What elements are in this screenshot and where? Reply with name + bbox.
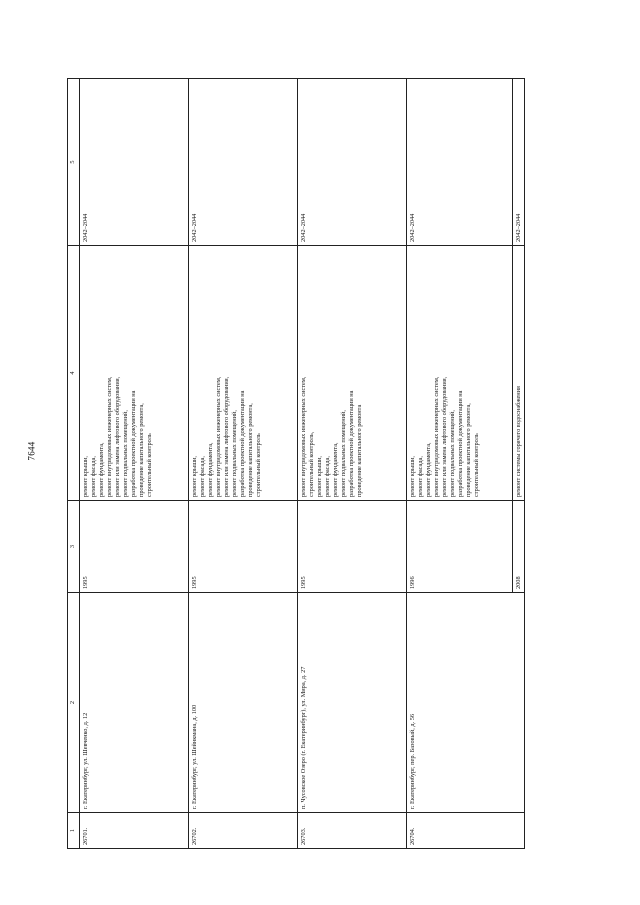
work-item: ремонт или замена лифтового оборудования, [222, 376, 230, 497]
column-header: 2 [68, 593, 80, 813]
work-item: ремонт фасада, [198, 456, 206, 497]
work-item: разработка проектной документации на [456, 390, 464, 497]
work-item: ремонт фасада, [416, 456, 424, 497]
year-cell: 2008 [513, 501, 525, 593]
period-cell: 2042–2044 [298, 79, 407, 246]
address-cell: г. Екатеринбург, ул. Шевченко, д. 12 [80, 593, 189, 813]
work-item: разработка проектной документации на [129, 390, 137, 497]
row-number: 26704. [407, 813, 513, 849]
work-item: ремонт крыши, [190, 455, 198, 497]
year-cell: 1996 [407, 501, 513, 593]
work-item: ремонт фундамента, [206, 442, 214, 497]
works-cell: ремонт системы горячего водоснабжения [513, 246, 525, 501]
work-item: строительный контроль, [307, 431, 315, 497]
works-cell [189, 246, 298, 501]
work-item: разработка проектной документации на [347, 390, 355, 497]
row-number: 26701. [80, 813, 189, 849]
work-item: ремонт крыши, [81, 455, 89, 497]
work-item: ремонт подвальных помещений, [230, 410, 238, 497]
work-item: ремонт подвальных помещений, [121, 410, 129, 497]
work-item: ремонт внутридомовых инженерных систем, [432, 376, 440, 497]
work-item: ремонт или замена лифтового оборудования, [440, 376, 448, 497]
work-item: ремонт внутридомовых инженерных систем, [214, 376, 222, 497]
period-cell: 2042–2044 [407, 79, 513, 246]
works-cell [80, 246, 189, 501]
rotated-table-container [67, 79, 587, 849]
address-cell: г. Екатеринбург, ул. Шейнкмана, д. 100 [189, 593, 298, 813]
works-cell [407, 246, 513, 501]
column-header: 1 [68, 813, 80, 849]
period-cell: 2042–2044 [80, 79, 189, 246]
work-item: ремонт внутридомовых инженерных систем, [105, 376, 113, 497]
work-item: ремонт подвальных помещений, [448, 410, 456, 497]
column-header: 4 [68, 246, 80, 501]
work-item: ремонт фундамента, [97, 442, 105, 497]
work-item: ремонт фасада, [323, 456, 331, 497]
address-cell: г. Екатеринбург, пер. Базовый, д. 56 [407, 593, 513, 813]
works-cell [298, 246, 407, 501]
page-number: 7644 [26, 441, 37, 461]
table-row [298, 79, 407, 849]
work-item: ремонт или замена лифтового оборудования, [113, 376, 121, 497]
year-cell: 1995 [189, 501, 298, 593]
work-item: ремонт фундамента, [331, 442, 339, 497]
address-cell-empty [513, 593, 525, 813]
table-row [189, 79, 298, 849]
work-item: строительный контроль [472, 433, 480, 497]
column-header: 5 [68, 79, 80, 246]
work-item: ремонт внутридомовых инженерных систем, [299, 376, 307, 497]
work-item: строительный контроль [145, 433, 153, 497]
column-number-header [68, 79, 80, 849]
work-item: ремонт фасада, [89, 456, 97, 497]
work-item: ремонт подвальных помещений, [339, 410, 347, 497]
work-item: проведение капитального ремонта, [246, 403, 254, 497]
table-row-sub [513, 79, 525, 849]
row-number: 26703. [298, 813, 407, 849]
table-row [80, 79, 189, 849]
year-cell: 1995 [298, 501, 407, 593]
work-item: разработка проектной документации на [238, 390, 246, 497]
work-item: ремонт фундамента, [424, 442, 432, 497]
row-number: 26702. [189, 813, 298, 849]
year-cell: 1995 [80, 501, 189, 593]
work-item: проведение капитального ремонта, [137, 403, 145, 497]
period-cell: 2042–2044 [513, 79, 525, 246]
work-item: строительный контроль [254, 433, 262, 497]
work-item: ремонт крыши, [315, 455, 323, 497]
column-header: 3 [68, 501, 80, 593]
row-number-empty [513, 813, 525, 849]
table-row [407, 79, 513, 849]
period-cell: 2042–2044 [189, 79, 298, 246]
address-cell: п. Чусовское Озеро (г. Екатеринбург), ул. Мира, д. 27 [298, 593, 407, 813]
work-item: ремонт крыши, [408, 455, 416, 497]
work-item: проведение капитального ремонта, [464, 403, 472, 497]
work-item: проведение капитального ремонта [355, 404, 363, 497]
repair-schedule-table [67, 78, 525, 849]
